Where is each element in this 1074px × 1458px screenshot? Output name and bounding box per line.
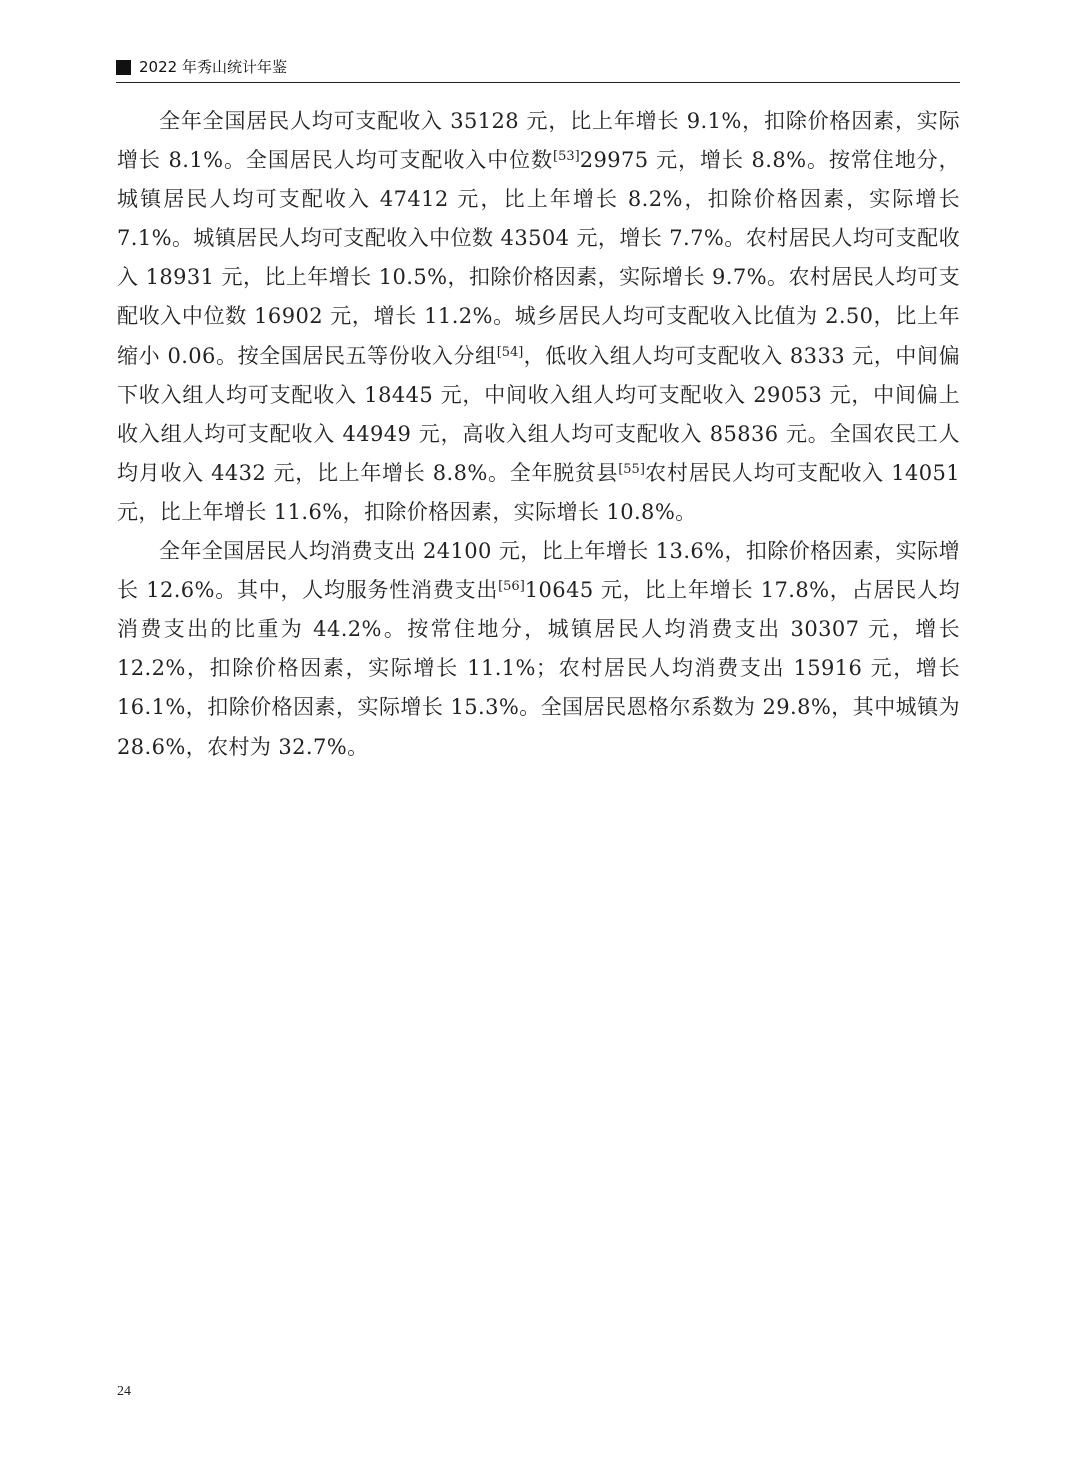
header-square-icon (116, 60, 131, 75)
footnote-marker: [54] (496, 344, 524, 360)
footnote-marker: [53] (553, 149, 580, 165)
footnote-marker: [55] (618, 461, 645, 477)
paragraph-consumption (117, 532, 960, 767)
paragraph-income (117, 102, 960, 532)
header-title: 2022 年秀山统计年鉴 (139, 58, 287, 76)
text-run: 农村居民人均可支配收入 14051 元，比上年增长 11.6%，扣除价格因素，实际增长 10.8%。 (117, 460, 960, 524)
running-header (116, 58, 960, 83)
text-run: ，低收入组人均可支配收入 8333 元，中间偏下收入组人均可支配收入 18445 元，中间收入组人均可支配收入 29053 元，中间偏上收入组人均可支配收入 44949 元，高收入组人均可支配收入 85836 元。全国农民工人均月收入 4432 元，比上年增长 8.8%。全年脱贫县 (117, 343, 960, 485)
text-run: 29975 元，增长 8.8%。按常住地分，城镇居民人均可支配收入 47412 元，比上年增长 8.2%，扣除价格因素，实际增长 7.1%。城镇居民人均可支配收入中位数 43504 元，增长 7.7%。农村居民人均可支配收入 18931 元，比上年增长 10.5%，扣除价格因素，实际增长 9.7%。农村居民人均可支配收入中位数 16902 元，增长 11.2%。城乡居民人均可支配收入比值为 2.50，比上年缩小 0.06。按全国居民五等份收入分组 (117, 148, 960, 368)
footnote-marker: [56] (498, 579, 525, 595)
body-text (117, 102, 960, 767)
text-run: 全年全国居民人均消费支出 24100 元，比上年增长 13.6%，扣除价格因素，实际增长 12.6%。其中，人均服务性消费支出 (117, 539, 960, 603)
page-number: 24 (117, 1384, 131, 1399)
text-run: 全年全国居民人均可支配收入 35128 元，比上年增长 9.1%，扣除价格因素，实际增长 8.1%。全国居民人均可支配收入中位数 (117, 109, 960, 173)
text-run: 10645 元，比上年增长 17.8%，占居民人均消费支出的比重为 44.2%。按常住地分，城镇居民人均消费支出 30307 元，增长 12.2%，扣除价格因素，实际增长 11.1%；农村居民人均消费支出 15916 元，增长 16.1%，扣除价格因素，实际增长 15.3%。全国居民恩格尔系数为 29.8%，其中城镇为 28.6%，农村为 32.7%。 (117, 578, 960, 759)
